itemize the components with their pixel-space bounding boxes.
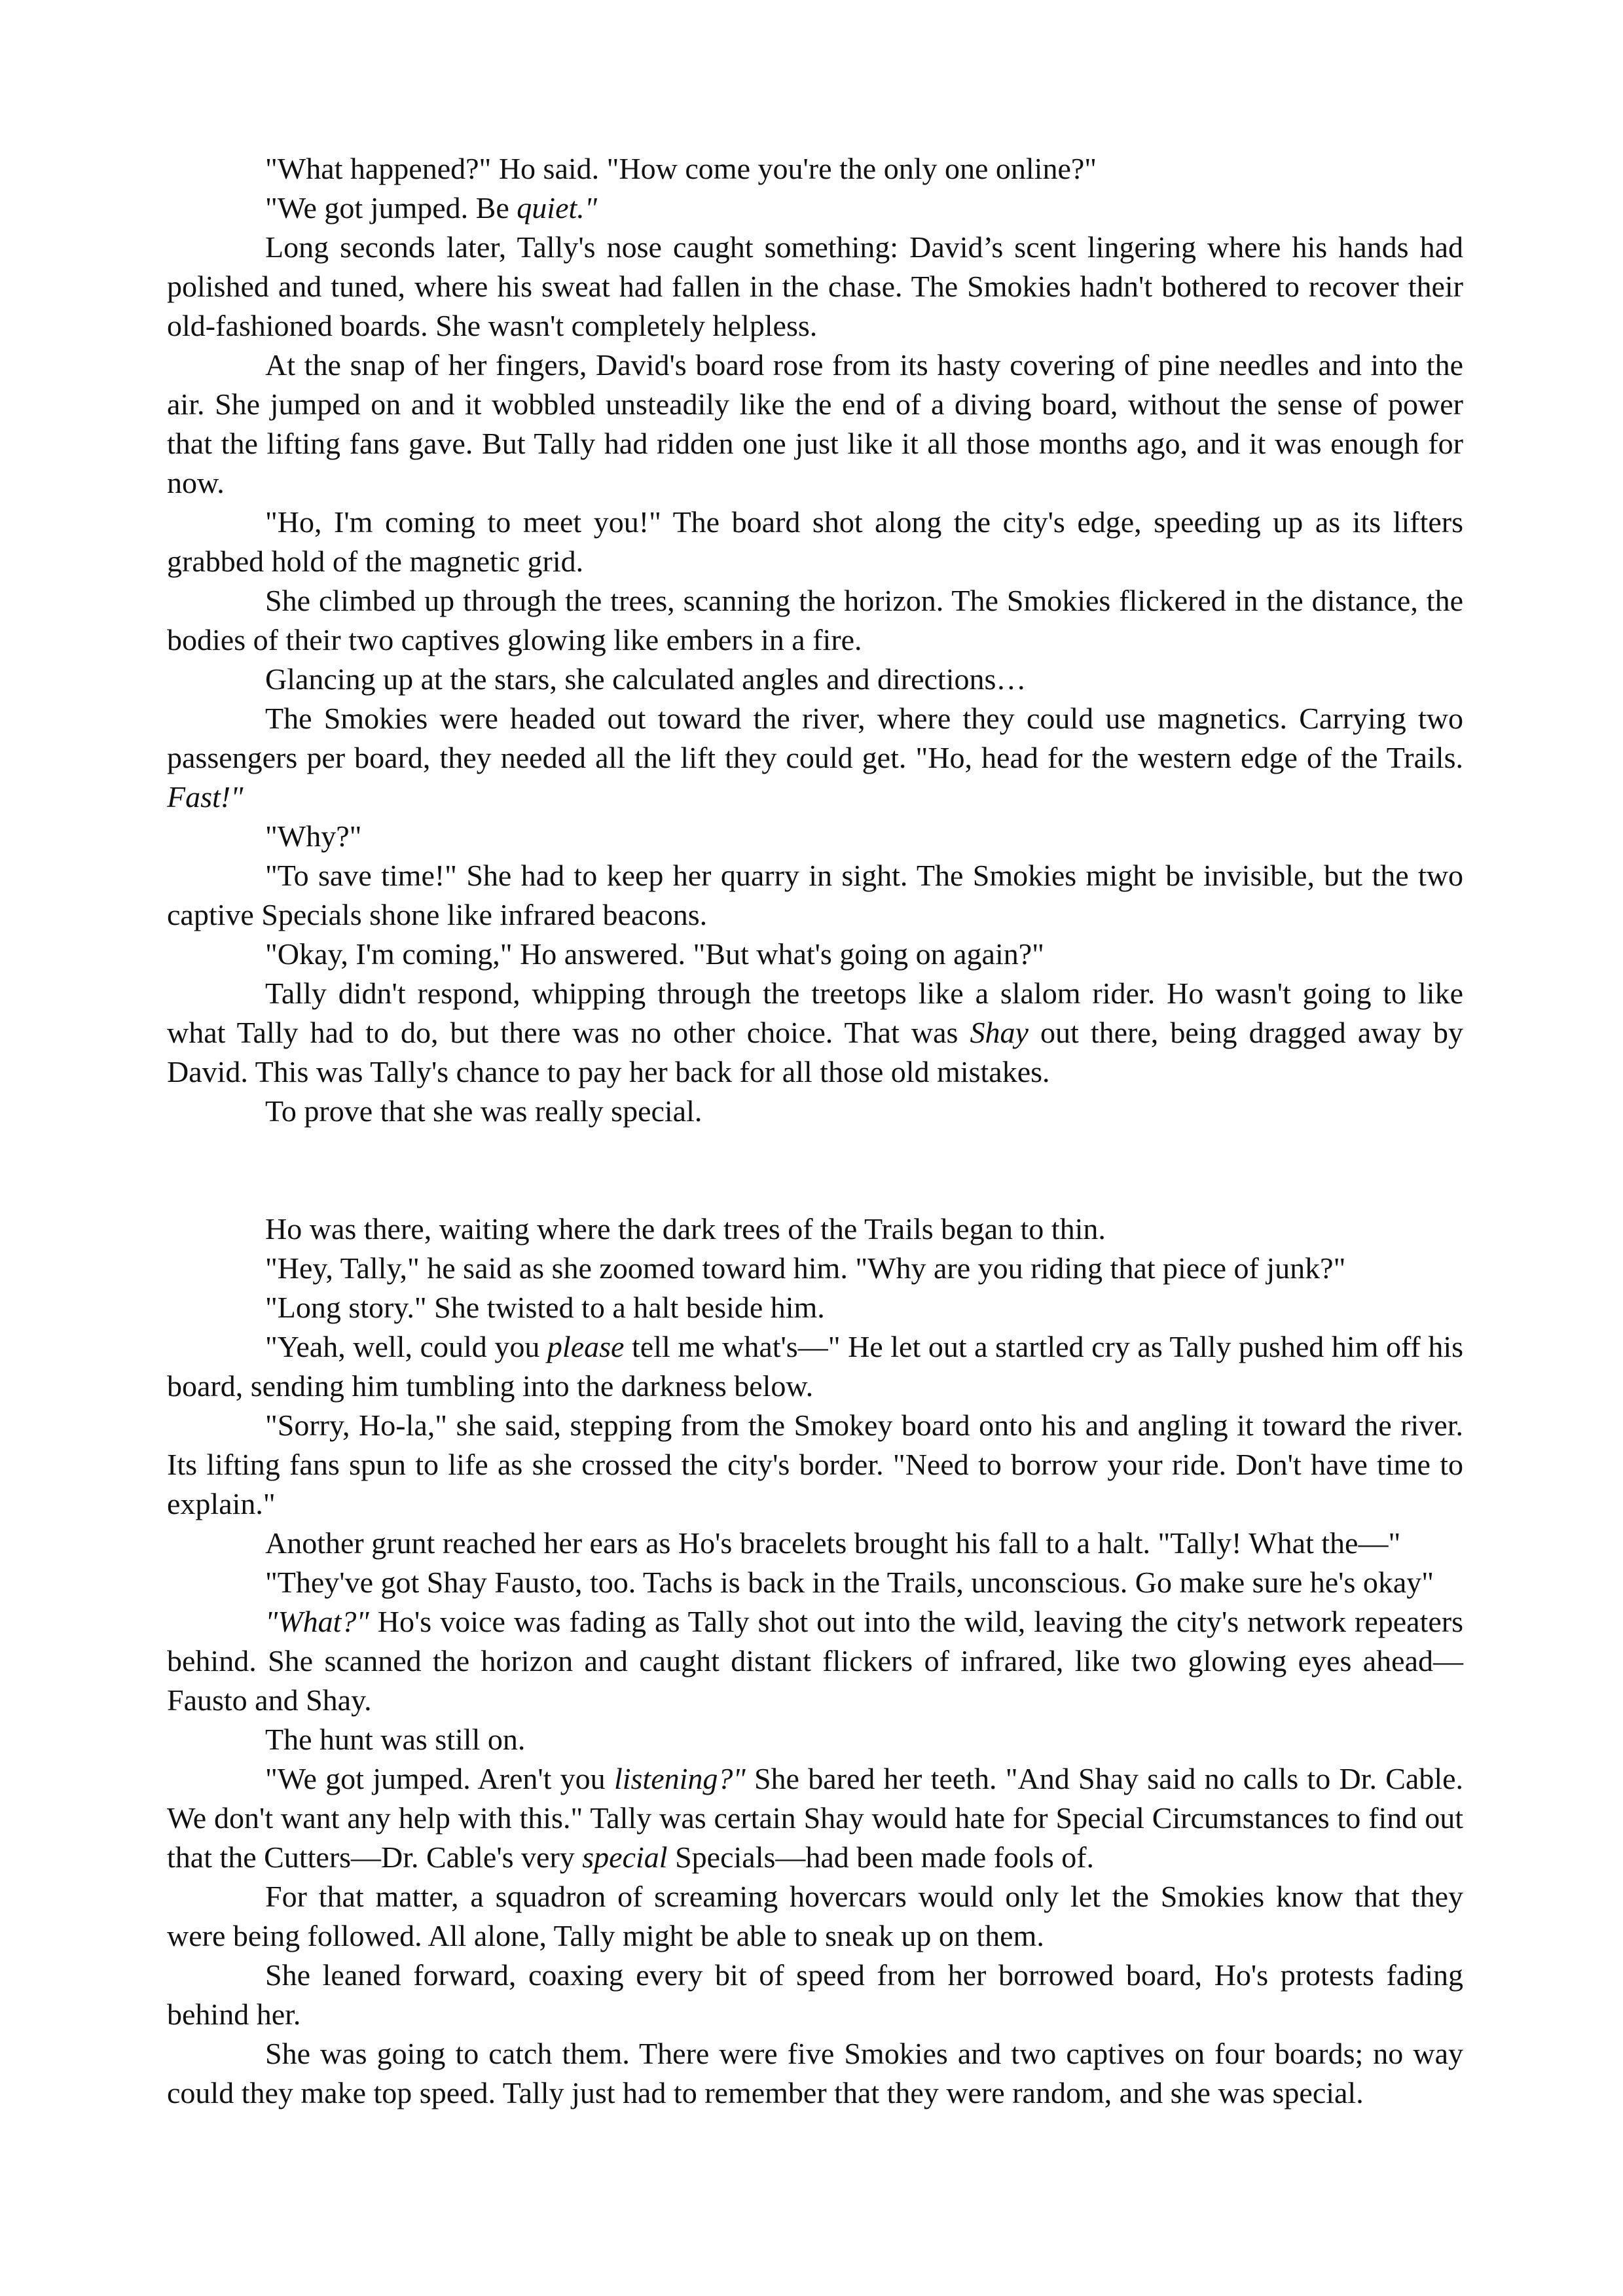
- paragraph: She leaned forward, coaxing every bit of speed from her borrowed board, Ho's protests fading behind her.: [167, 1958, 1463, 2031]
- paragraph: "We got jumped. Be quiet.": [265, 191, 598, 224]
- book-page: [167, 149, 1463, 2113]
- paragraph: "Okay, I'm coming," Ho answered. "But what's going on again?": [265, 937, 1044, 971]
- paragraph: For that matter, a squadron of screaming hovercars would only let the Smokies know that they were being followed. All alone, Tally might be able to sneak up on them.: [167, 1880, 1463, 1952]
- paragraph: To prove that she was really special.: [265, 1094, 702, 1128]
- paragraph: The Smokies were headed out toward the river, where they could use magnetics. Carrying two passengers per board, they needed all the lift they could get. "Ho, head for the western edge of the Trails. Fast!": [167, 702, 1463, 814]
- paragraph: "What?" Ho's voice was fading as Tally shot out into the wild, leaving the city's network repeaters behind. She scanned the horizon and caught distant flickers of infrared, like two glowing eyes ahead—Fausto and Shay.: [167, 1605, 1463, 1717]
- paragraph: Long seconds later, Tally's nose caught something: David’s scent lingering where his hands had polished and tuned, where his sweat had fallen in the chase. The Smokies hadn't bothered to recover their old-fashioned boards. She wasn't completely helpless.: [167, 230, 1463, 342]
- section-1: [167, 149, 1463, 1131]
- paragraph: Glancing up at the stars, she calculated angles and directions…: [265, 662, 1027, 696]
- paragraph: She climbed up through the trees, scanning the horizon. The Smokies flickered in the distance, the bodies of their two captives glowing like embers in a fire.: [167, 584, 1463, 656]
- paragraph: Ho was there, waiting where the dark trees of the Trails began to thin.: [265, 1212, 1106, 1246]
- paragraph: "We got jumped. Aren't you listening?" She bared her teeth. "And Shay said no calls to Dr. Cable. We don't want any help with this." Tally was certain Shay would hate for Special Circumstances to find out that the Cutters—Dr. Cable's very special Specials—had been made fools of.: [167, 1762, 1464, 1874]
- paragraph: Tally didn't respond, whipping through the treetops like a slalom rider. Ho wasn't going to like what Tally had to do, but there was no other choice. That was Shay out there, being dragged away by David. This was Tally's chance to pay her back for all those old mistakes.: [167, 977, 1463, 1088]
- section-break: [167, 1131, 1463, 1210]
- paragraph: "Why?": [265, 819, 362, 853]
- paragraph: The hunt was still on.: [265, 1723, 526, 1756]
- section-2: [167, 1210, 1463, 2113]
- paragraph: At the snap of her fingers, David's board rose from its hasty covering of pine needles and into the air. She jumped on and it wobbled unsteadily like the end of a diving board, without the sense of power that the lifting fans gave. But Tally had ridden one just like it all those months ago, and it was enough for now.: [167, 348, 1463, 499]
- paragraph: "Ho, I'm coming to meet you!" The board shot along the city's edge, speeding up as its lifters grabbed hold of the magnetic grid.: [167, 505, 1463, 578]
- paragraph: "Hey, Tally," he said as she zoomed toward him. "Why are you riding that piece of junk?": [265, 1251, 1346, 1285]
- paragraph: Another grunt reached her ears as Ho's bracelets brought his fall to a halt. "Tally! What the—": [265, 1526, 1401, 1560]
- paragraph: "Sorry, Ho-la," she said, stepping from the Smokey board onto his and angling it toward the river. Its lifting fans spun to life as she crossed the city's border. "Need to borrow your ride. Don't have time to explain.": [167, 1408, 1463, 1520]
- paragraph: "To save time!" She had to keep her quarry in sight. The Smokies might be invisible, but the two captive Specials shone like infrared beacons.: [167, 859, 1463, 931]
- paragraph: "Long story." She twisted to a halt beside him.: [265, 1291, 825, 1324]
- paragraph: She was going to catch them. There were five Smokies and two captives on four boards; no way could they make top speed. Tally just had to remember that they were random, and she was special.: [167, 2037, 1463, 2109]
- paragraph: "They've got Shay Fausto, too. Tachs is back in the Trails, unconscious. Go make sure he's okay": [265, 1566, 1434, 1599]
- paragraph: "Yeah, well, could you please tell me what's—" He let out a startled cry as Tally pushed him off his board, sending him tumbling into the darkness below.: [167, 1330, 1464, 1403]
- paragraph: "What happened?" Ho said. "How come you're the only one online?": [265, 152, 1097, 185]
